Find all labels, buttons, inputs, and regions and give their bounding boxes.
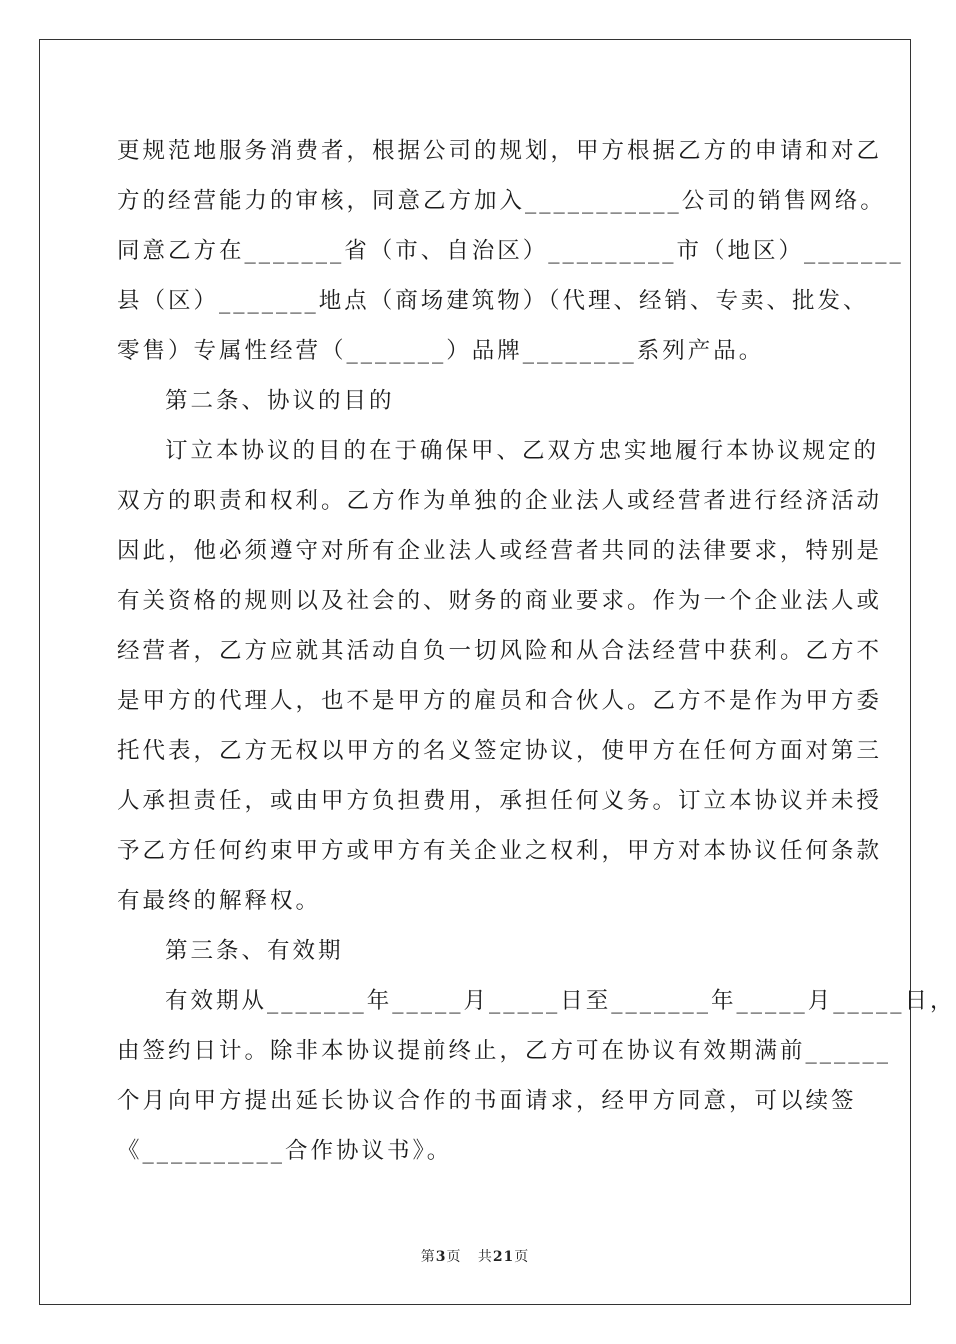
section-heading: 第三条、有效期: [165, 938, 344, 964]
text-line: 《__________合作协议书》。: [117, 1138, 453, 1164]
text-line: 因此，他必须遵守对所有企业法人或经营者共同的法律要求，特别是: [117, 538, 883, 564]
document-body: [117, 126, 956, 1176]
total-suffix: 页: [514, 1249, 530, 1265]
text-line: 托代表，乙方无权以甲方的名义签定协议，使甲方在任何方面对第三: [117, 738, 883, 764]
page-suffix: 页: [446, 1249, 462, 1265]
text-line: 双方的职责和权利。乙方作为单独的企业法人或经营者进行经济活动: [117, 488, 883, 514]
text-line: 更规范地服务消费者，根据公司的规划，甲方根据乙方的申请和对乙: [117, 138, 883, 164]
text-line: 零售）专属性经营（_______）品牌________系列产品。: [117, 338, 765, 364]
text-line: 县（区）_______地点（商场建筑物）（代理、经销、专卖、批发、: [117, 288, 869, 314]
total-page-number: 21: [492, 1249, 515, 1265]
page-footer: [0, 1246, 950, 1266]
text-line: 经营者，乙方应就其活动自负一切风险和从合法经营中获利。乙方不: [117, 638, 883, 664]
text-line: 有最终的解释权。: [117, 888, 322, 914]
page-prefix: 第: [420, 1249, 436, 1265]
text-line: 由签约日计。除非本协议提前终止，乙方可在协议有效期满前______: [117, 1038, 892, 1064]
section-heading: 第二条、协议的目的: [165, 388, 395, 414]
total-prefix: 共: [477, 1249, 493, 1265]
text-line: 订立本协议的目的在于确保甲、乙双方忠实地履行本协议规定的: [165, 438, 880, 464]
current-page-number: 3: [435, 1249, 447, 1265]
text-line: 人承担责任，或由甲方负担费用，承担任何义务。订立本协议并未授: [117, 788, 883, 814]
text-line: 有关资格的规则以及社会的、财务的商业要求。作为一个企业法人或: [117, 588, 883, 614]
text-line: 予乙方任何约束甲方或甲方有关企业之权利，甲方对本协议任何条款: [117, 838, 883, 864]
text-line: 有效期从_______年_____月_____日至_______年_____月_____日，: [165, 988, 956, 1014]
text-line: 方的经营能力的审核，同意乙方加入___________公司的销售网络。: [117, 188, 886, 214]
text-line: 同意乙方在_______省（市、自治区）_________市（地区）_______: [117, 238, 904, 264]
text-line: 个月向甲方提出延长协议合作的书面请求，经甲方同意，可以续签: [117, 1088, 857, 1114]
text-line: 是甲方的代理人，也不是甲方的雇员和合伙人。乙方不是作为甲方委: [117, 688, 883, 714]
